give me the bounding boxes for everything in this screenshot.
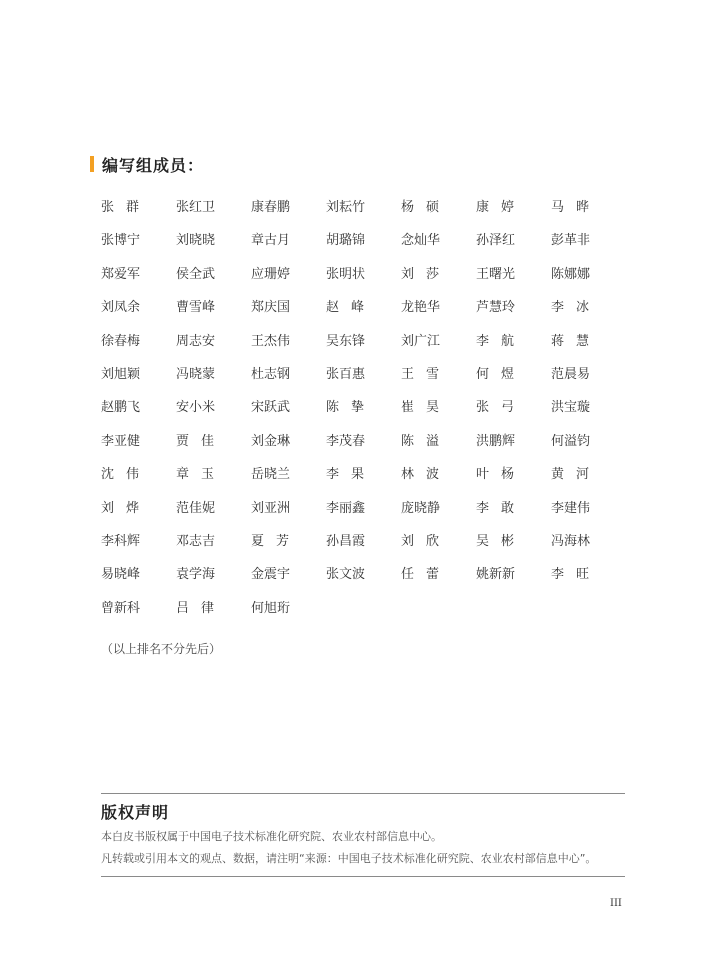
member-name: 任蕾: [401, 567, 452, 583]
member-name: 康婷: [476, 200, 527, 215]
member-name: 张群: [101, 200, 152, 215]
member-name: 李冰: [551, 300, 602, 316]
member-name: 张弓: [476, 400, 527, 416]
member-name: 陈娜娜: [551, 266, 591, 282]
member-name: 刘莎: [401, 266, 452, 282]
member-name: 应珊婷: [251, 266, 291, 282]
member-name: 王杰伟: [251, 333, 291, 349]
member-name: 李科辉: [101, 533, 141, 549]
member-name: 康春鹏: [251, 200, 291, 215]
member-name: 曹雪峰: [176, 300, 216, 316]
member-name: 马晔: [551, 200, 602, 215]
member-name: 金震宇: [251, 567, 291, 583]
member-name: 邓志吉: [176, 533, 216, 549]
member-name: 章古月: [251, 233, 291, 249]
member-name: 章玉: [176, 467, 227, 483]
member-name: 叶杨: [476, 467, 527, 483]
member-name: 姚新新: [476, 567, 516, 583]
copyright-citation-text: 凡转载或引用本文的观点、数据，请注明“来源：中国电子技术标准化研究院、农业农村部信息中心”。: [101, 852, 597, 865]
member-name: 范佳妮: [176, 500, 216, 516]
member-name: 冯晓蒙: [176, 366, 216, 382]
member-name: 龙艳华: [401, 300, 441, 316]
member-name: 何溢钧: [551, 433, 591, 449]
member-name: 李亚健: [101, 433, 141, 449]
heading-accent-bar: [90, 156, 94, 172]
copyright-ownership-text: 本白皮书版权属于中国电子技术标准化研究院、农业农村部信息中心。: [101, 830, 442, 843]
member-name: 芦慧玲: [476, 300, 516, 316]
member-name: 彭革非: [551, 233, 591, 249]
member-name: 蒋慧: [551, 333, 602, 349]
member-name: 赵鹏飞: [101, 400, 141, 416]
member-name: 王曙光: [476, 266, 516, 282]
member-name: 刘广江: [401, 333, 441, 349]
member-name: 赵峰: [326, 300, 377, 316]
authors-members-grid: [101, 197, 626, 631]
member-name: 易晓峰: [101, 567, 141, 583]
member-name: 陈挚: [326, 400, 377, 416]
member-name: 刘旭颖: [101, 366, 141, 382]
member-name: 郑爱军: [101, 266, 141, 282]
member-name: 宋跃武: [251, 400, 291, 416]
member-name: 李敢: [476, 500, 527, 516]
authors-section-heading: [90, 153, 204, 175]
member-name: 刘烨: [101, 500, 152, 516]
member-name: 吴东锋: [326, 333, 366, 349]
member-name: 杨硕: [401, 200, 452, 215]
member-name: 李果: [326, 467, 377, 483]
member-name: 吕律: [176, 600, 227, 616]
member-name: 郑庆国: [251, 300, 291, 316]
copyright-bottom-divider: [101, 876, 625, 877]
member-name: 王雪: [401, 366, 452, 382]
page-number: III: [610, 898, 622, 909]
member-name: 李航: [476, 333, 527, 349]
member-name: 曾新科: [101, 600, 141, 616]
member-name: 林波: [401, 467, 452, 483]
member-name: 念灿华: [401, 233, 441, 249]
member-name: 李茂春: [326, 433, 366, 449]
member-name: 庞晓静: [401, 500, 441, 516]
member-name: 黄河: [551, 467, 602, 483]
member-name: 贾佳: [176, 433, 227, 449]
member-name: 周志安: [176, 333, 216, 349]
member-name: 李建伟: [551, 500, 591, 516]
member-name: 张百惠: [326, 366, 366, 382]
member-name: 何煜: [476, 366, 527, 382]
member-name: 胡璐锦: [326, 233, 366, 249]
member-name: 孙泽红: [476, 233, 516, 249]
member-name: 刘晓晓: [176, 233, 216, 249]
member-name: 侯全武: [176, 266, 216, 282]
member-name: 刘凤余: [101, 300, 141, 316]
member-name: 刘耘竹: [326, 200, 366, 215]
member-name: 吴彬: [476, 533, 527, 549]
member-name: 安小米: [176, 400, 216, 416]
member-name: 徐春梅: [101, 333, 141, 349]
copyright-title: 版权声明: [101, 803, 170, 822]
member-name: 陈溢: [401, 433, 452, 449]
member-name: 张红卫: [176, 200, 216, 215]
member-name: 洪宝璇: [551, 400, 591, 416]
ordering-note: （以上排名不分先后）: [101, 642, 222, 656]
member-name: 张文波: [326, 567, 366, 583]
member-name: 范晨易: [551, 366, 591, 382]
member-name: 刘欣: [401, 533, 452, 549]
member-name: 刘亚洲: [251, 500, 291, 516]
member-name: 冯海林: [551, 533, 591, 549]
member-name: 张明状: [326, 266, 366, 282]
member-name: 夏芳: [251, 533, 302, 549]
member-name: 洪鹏辉: [476, 433, 516, 449]
member-name: 何旭珩: [251, 600, 291, 616]
member-name: 张博宁: [101, 233, 141, 249]
member-name: 沈伟: [101, 467, 152, 483]
member-name: 岳晓兰: [251, 467, 291, 483]
member-name: 李旺: [551, 567, 602, 583]
authors-heading-text: 编写组成员：: [102, 155, 205, 175]
copyright-top-divider: [101, 793, 625, 794]
member-name: 孙昌霞: [326, 533, 366, 549]
member-name: 杜志钢: [251, 366, 291, 382]
member-name: 崔昊: [401, 400, 452, 416]
member-name: 刘金琳: [251, 433, 291, 449]
member-name: 袁学海: [176, 567, 216, 583]
member-name: 李丽鑫: [326, 500, 366, 516]
